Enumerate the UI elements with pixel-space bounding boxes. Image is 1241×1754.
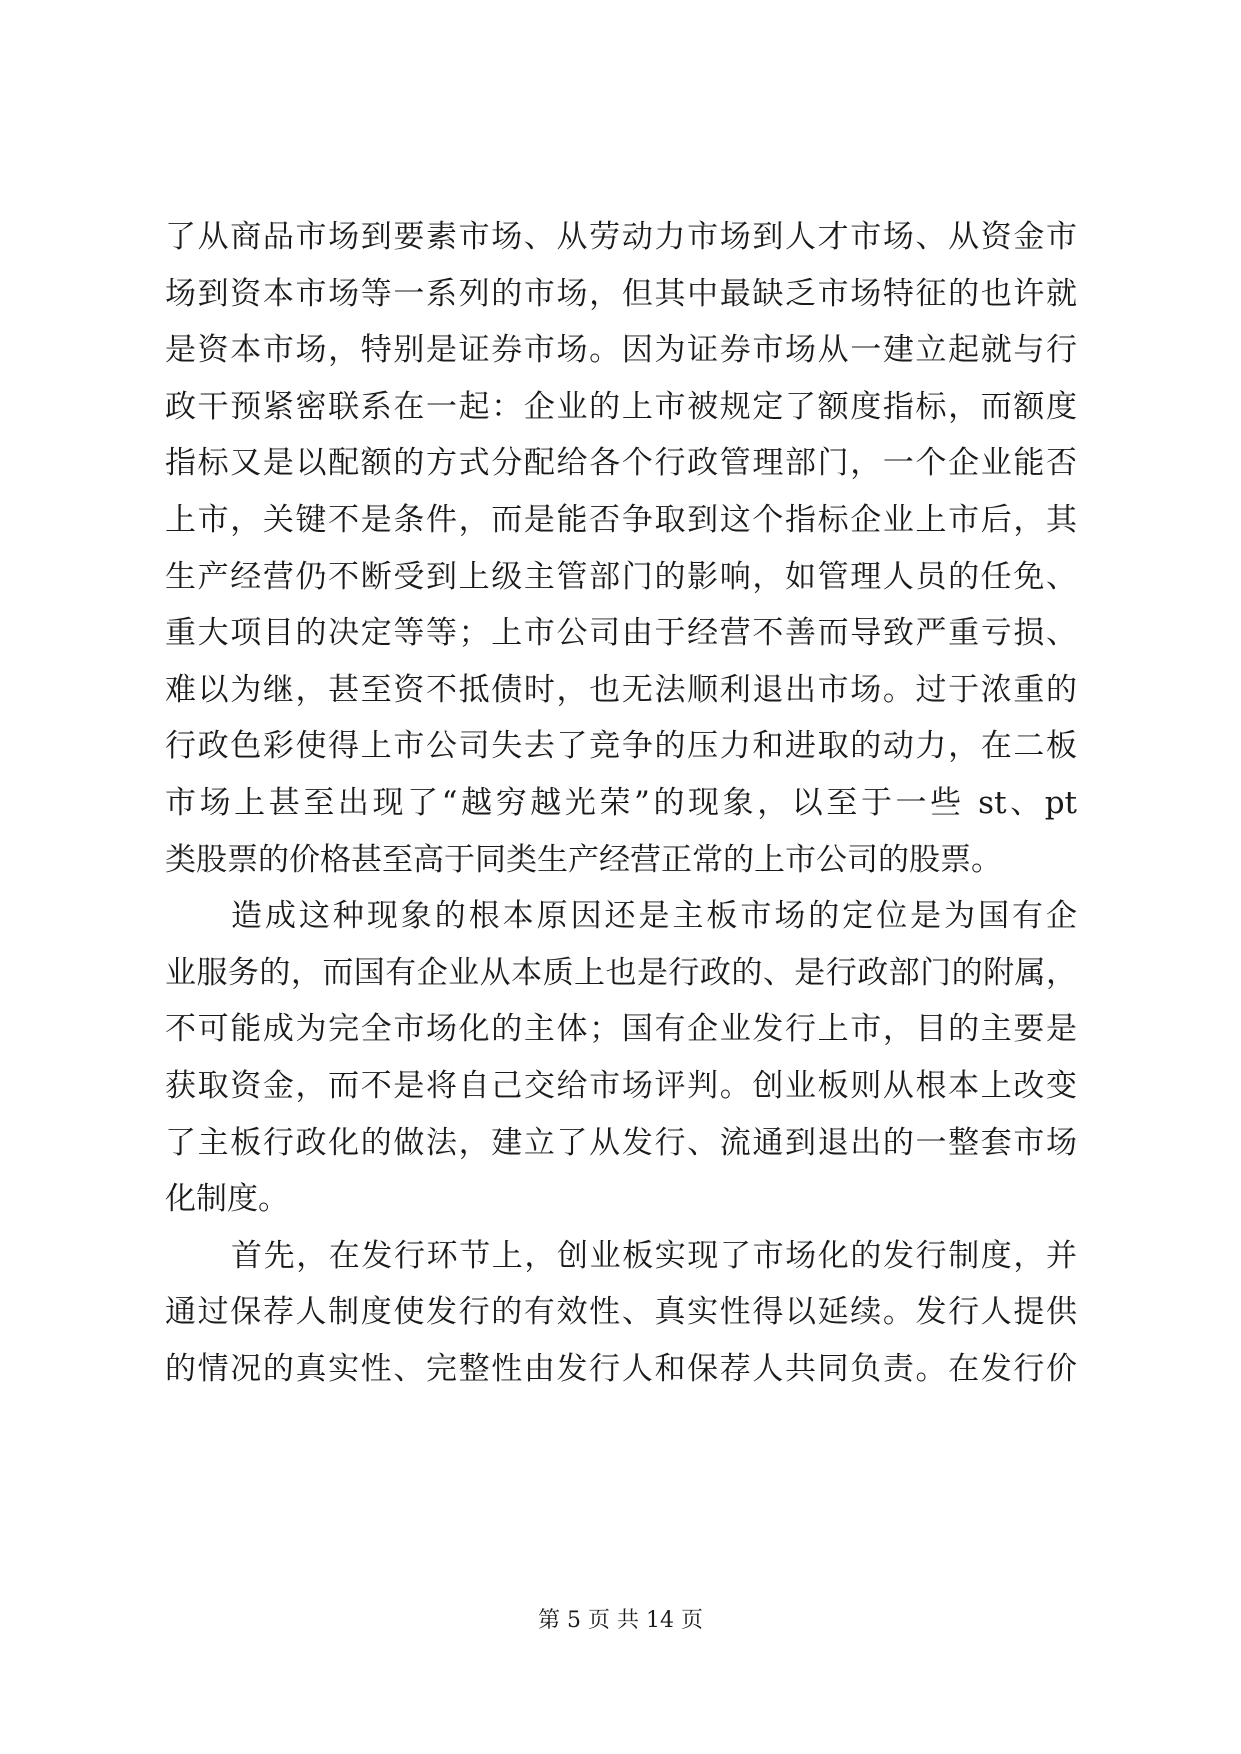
text-line: 指标又是以配额的方式分配给各个行政管理部门，一个企业能否 [165, 445, 1077, 482]
text-line: 难以为继，甚至资不抵债时，也无法顺利退出市场。过于浓重的 [165, 671, 1077, 708]
paragraph-1 [165, 209, 1077, 888]
text-line: 是资本市场，特别是证券市场。因为证券市场从一建立起就与行 [165, 332, 1077, 369]
text-line: 不可能成为完全市场化的主体；国有企业发行上市，目的主要是 [165, 1011, 1077, 1048]
paragraph-2 [165, 888, 1077, 1228]
text-line: 场到资本市场等一系列的市场，但其中最缺乏市场特征的也许就 [165, 275, 1077, 312]
text-line: 首先，在发行环节上，创业板实现了市场化的发行制度，并 [231, 1237, 1077, 1274]
page-number-footer: 第 5 页 共 14 页 [538, 1608, 703, 1633]
text-line: 上市，关键不是条件，而是能否争取到这个指标企业上市后，其 [165, 501, 1077, 538]
paragraph-3 [165, 1228, 1077, 1398]
text-line: 了从商品市场到要素市场、从劳动力市场到人才市场、从资金市 [165, 219, 1077, 255]
text-line: 类股票的价格甚至高于同类生产经营正常的上市公司的股票。 [165, 841, 1002, 878]
text-line: 重大项目的决定等等；上市公司由于经营不善而导致严重亏损、 [165, 615, 1077, 652]
text-line: 通过保荐人制度使发行的有效性、真实性得以延续。发行人提供 [165, 1294, 1077, 1331]
text-line: 行政色彩使得上市公司失去了竞争的压力和进取的动力，在二板 [165, 728, 1077, 765]
text-line: 了主板行政化的做法，建立了从发行、流通到退出的一整套市场 [165, 1124, 1077, 1161]
text-line: 政干预紧密联系在一起：企业的上市被规定了额度指标，而额度 [165, 388, 1077, 425]
text-line: 的情况的真实性、完整性由发行人和保荐人共同负责。在发行价 [165, 1350, 1077, 1387]
text-line: 造成这种现象的根本原因还是主板市场的定位是为国有企 [231, 898, 1077, 935]
text-line: 生产经营仍不断受到上级主管部门的影响，如管理人员的任免、 [165, 558, 1077, 595]
text-line: 化制度。 [165, 1181, 289, 1218]
text-line: 获取资金，而不是将自己交给市场评判。创业板则从根本上改变 [165, 1067, 1077, 1104]
document-body [165, 209, 1077, 1397]
text-line: 市场上甚至出现了“越穷越光荣”的现象，以至于一些 st、pt [165, 784, 1077, 821]
text-line: 业服务的，而国有企业从本质上也是行政的、是行政部门的附属， [165, 954, 1077, 991]
